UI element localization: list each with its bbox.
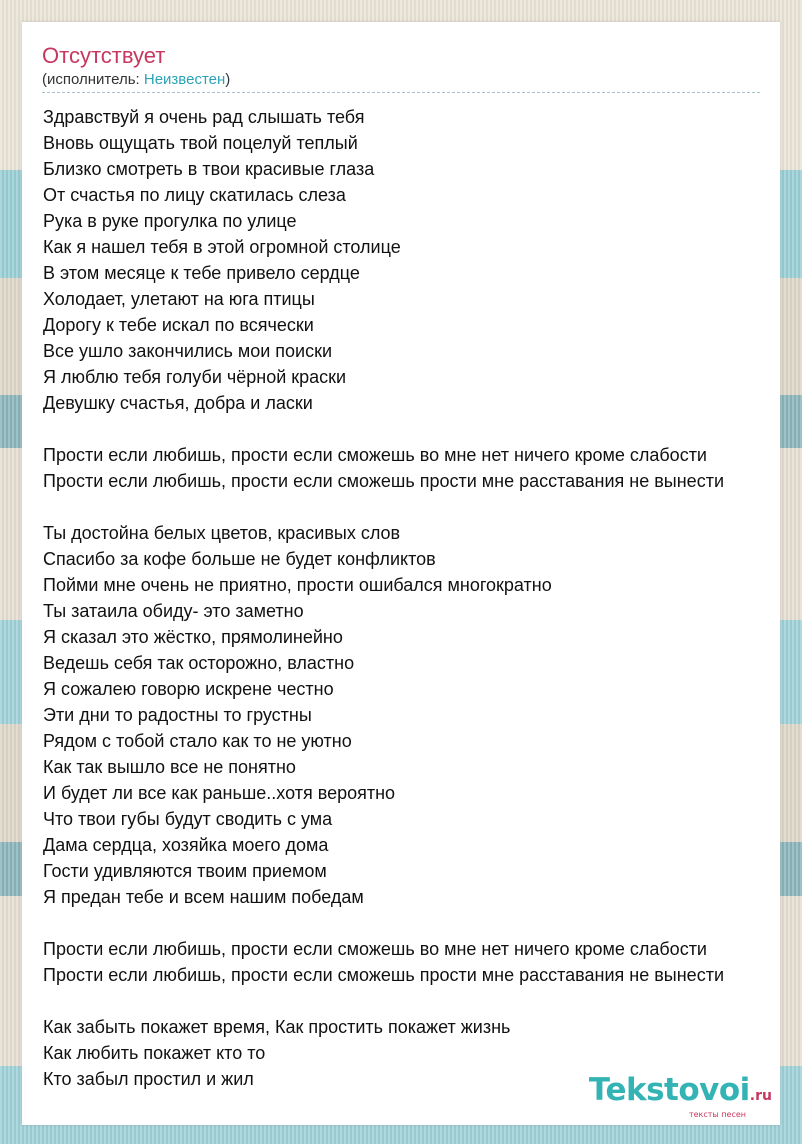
lyric-line: Как так вышло все не понятно xyxy=(43,757,296,777)
lyric-line: Что твои губы будут сводить с ума xyxy=(43,809,333,829)
lyric-line: И будет ли все как раньше..хотя вероятно xyxy=(43,783,396,803)
lyric-line: От счастья по лицу скатилась слеза xyxy=(43,185,346,205)
lyric-line: Все ушло закончились мои поиски xyxy=(43,341,333,361)
artist-line xyxy=(42,70,760,90)
lyric-line: Здравствуй я очень рад слышать тебя xyxy=(43,107,365,127)
logo-tagline: тексты песен xyxy=(688,1110,746,1119)
lyric-line: Прости если любишь, прости если сможешь во мне нет ничего кроме слабости xyxy=(43,445,707,465)
lyric-line: Эти дни то радостны то грустны xyxy=(43,705,312,725)
lyric-line: Вновь ощущать твой поцелуй теплый xyxy=(43,133,358,153)
lyric-line: Ты затаила обиду- это заметно xyxy=(43,601,304,621)
artist-suffix: ) xyxy=(225,71,231,88)
lyric-line: Ведешь себя так осторожно, властно xyxy=(43,653,355,673)
lyric-line: Как любить покажет кто то xyxy=(43,1043,266,1063)
lyric-blank-line xyxy=(43,988,780,1014)
lyric-line: Прости если любишь, прости если сможешь во мне нет ничего кроме слабости xyxy=(43,939,707,959)
artist-prefix: (исполнитель: xyxy=(42,71,144,88)
lyric-line: Как я нашел тебя в этой огромной столице xyxy=(43,237,401,257)
lyric-line: Прости если любишь, прости если сможешь прости мне расставания не вынести xyxy=(43,965,724,985)
song-title: Отсутствует xyxy=(42,43,166,68)
lyric-line: Кто забыл простил и жил xyxy=(43,1069,254,1089)
lyric-line: Я предан тебе и всем нашим победам xyxy=(43,887,364,907)
lyric-line: Я сожалею говорю искрене честно xyxy=(43,679,334,699)
lyrics-card xyxy=(22,22,780,1125)
artist-link[interactable]: Неизвестен xyxy=(143,71,226,88)
lyric-line: Холодает, улетают на юга птицы xyxy=(43,289,315,309)
lyric-blank-line xyxy=(43,416,780,442)
lyric-line: Я люблю тебя голуби чёрной краски xyxy=(43,367,347,387)
lyric-line: Рядом с тобой стало как то не уютно xyxy=(43,731,352,751)
lyric-line: Дорогу к тебе искал по всячески xyxy=(43,315,314,335)
lyric-line: Близко смотреть в твои красивые глаза xyxy=(43,159,375,179)
lyric-line: Рука в руке прогулка по улице xyxy=(43,211,297,231)
lyric-line: Пойми мне очень не приятно, прости ошибался многократно xyxy=(43,575,552,595)
lyric-line: Девушку счастья, добра и ласки xyxy=(43,393,313,413)
logo-tld: .ru xyxy=(749,1088,772,1104)
lyric-line: Как забыть покажет время, Как простить покажет жизнь xyxy=(43,1017,511,1037)
song-header xyxy=(42,42,760,93)
site-logo[interactable] xyxy=(589,1074,772,1119)
logo-name: Tekstovoi xyxy=(588,1072,750,1108)
lyric-line: В этом месяце к тебе привело сердце xyxy=(43,263,360,283)
lyric-line: Спасибо за кофе больше не будет конфликтов xyxy=(43,549,436,569)
lyric-blank-line xyxy=(43,494,780,520)
lyric-blank-line xyxy=(43,910,780,936)
lyric-line: Я сказал это жёстко, прямолинейно xyxy=(43,627,343,647)
logo-wordmark xyxy=(589,1074,772,1112)
lyric-line: Прости если любишь, прости если сможешь прости мне расставания не вынести xyxy=(43,471,724,491)
lyrics-text xyxy=(43,104,780,1092)
lyric-line: Гости удивляются твоим приемом xyxy=(43,861,327,881)
lyric-line: Дама сердца, хозяйка моего дома xyxy=(43,835,329,855)
lyric-line: Ты достойна белых цветов, красивых слов xyxy=(43,523,401,543)
